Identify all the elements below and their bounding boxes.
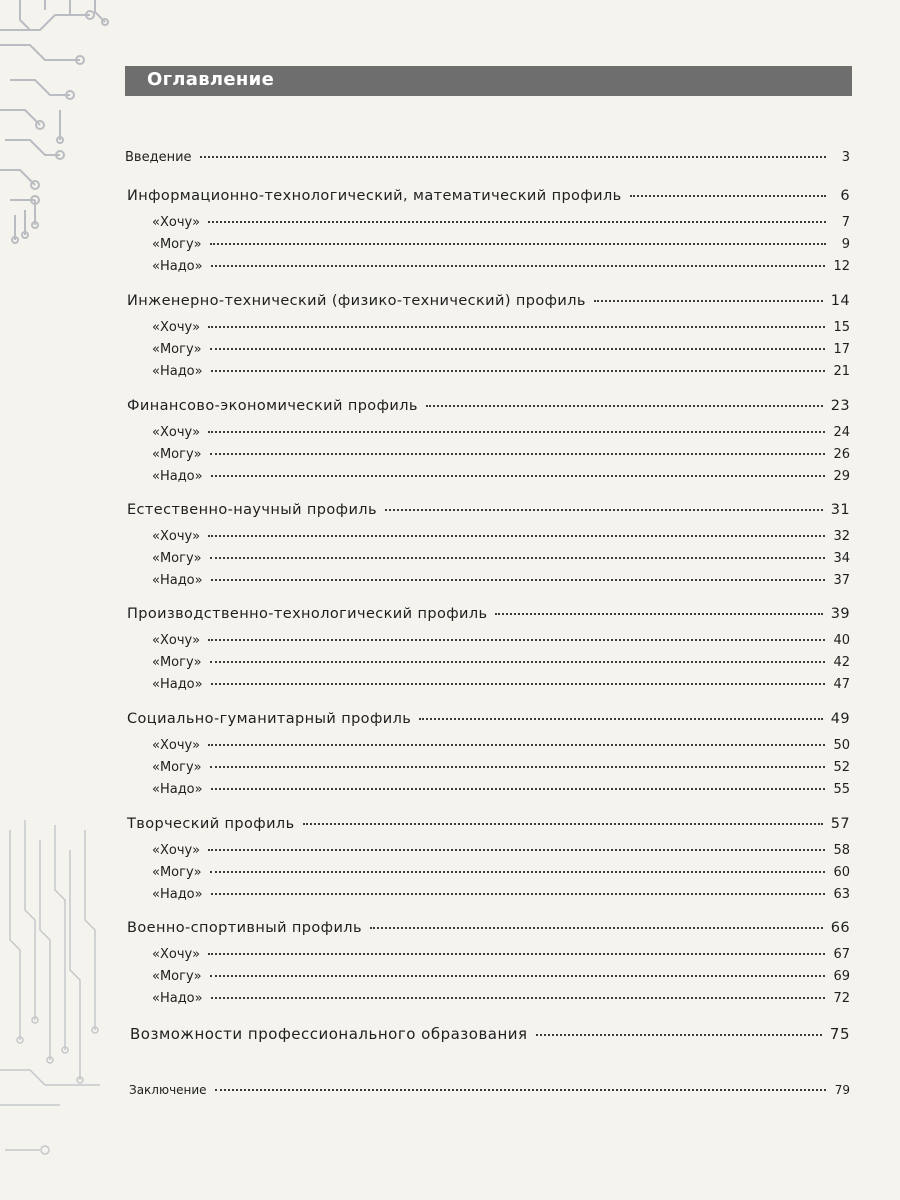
- dot-leader: [594, 299, 823, 302]
- toc-entry-title: «Хочу»: [152, 529, 201, 544]
- toc-entry[interactable]: [152, 573, 850, 588]
- toc-entry[interactable]: [152, 237, 850, 252]
- toc-entry-page: 52: [833, 760, 850, 775]
- toc-entry-page: 3: [841, 150, 850, 165]
- toc-entry-page: 21: [833, 364, 850, 379]
- toc-entry[interactable]: [127, 502, 850, 518]
- toc-entry[interactable]: [127, 398, 850, 414]
- dot-leader: [200, 155, 826, 158]
- toc-entry-title: «Могу»: [152, 760, 202, 775]
- toc-entry-title: «Надо»: [152, 782, 203, 797]
- toc-entry-title: «Хочу»: [152, 633, 201, 648]
- dot-leader: [211, 682, 826, 685]
- dot-leader: [215, 1088, 826, 1091]
- toc-entry-page: 60: [833, 865, 850, 880]
- toc-entry[interactable]: [127, 293, 850, 309]
- toc-entry-title: «Могу»: [152, 655, 202, 670]
- toc-entry-title: «Хочу»: [152, 320, 201, 335]
- toc-entry[interactable]: [152, 887, 850, 902]
- toc-entry[interactable]: [152, 677, 850, 692]
- toc-entry-title: «Хочу»: [152, 947, 201, 962]
- toc-entry[interactable]: [152, 738, 850, 753]
- dot-leader: [210, 660, 826, 663]
- toc-entry[interactable]: [152, 469, 850, 484]
- toc-entry-page: 69: [833, 969, 850, 984]
- toc-entry-title: Творческий профиль: [127, 816, 295, 832]
- toc-entry-page: 40: [833, 633, 850, 648]
- toc-heading: Оглавление: [147, 69, 275, 90]
- toc-entry[interactable]: [152, 259, 850, 274]
- toc-entry[interactable]: [152, 843, 850, 858]
- toc-entry[interactable]: [152, 320, 850, 335]
- toc-entry-title: «Надо»: [152, 259, 203, 274]
- dot-leader: [426, 404, 823, 407]
- toc-entry-page: 37: [833, 573, 850, 588]
- dot-leader: [536, 1033, 822, 1036]
- toc-entry-page: 34: [833, 551, 850, 566]
- toc-entry-title: Социально-гуманитарный профиль: [127, 711, 412, 727]
- toc-entry-page: 6: [840, 188, 850, 204]
- toc-entry-title: «Надо»: [152, 991, 203, 1006]
- toc-entry[interactable]: [152, 760, 850, 775]
- toc-entry-title: «Могу»: [152, 865, 202, 880]
- toc-entry-title: «Хочу»: [152, 843, 201, 858]
- toc-entry-title: «Могу»: [152, 447, 202, 462]
- dot-leader: [630, 194, 826, 197]
- dot-leader: [208, 952, 825, 955]
- toc-entry-title: «Надо»: [152, 677, 203, 692]
- toc-entry-title: «Надо»: [152, 573, 203, 588]
- toc-entry-page: 9: [841, 237, 850, 252]
- toc-entry-title: «Хочу»: [152, 425, 201, 440]
- circuit-decoration-bottom-icon: [0, 820, 110, 1180]
- toc-entry-page: 24: [833, 425, 850, 440]
- toc-entry[interactable]: [152, 551, 850, 566]
- toc-entry[interactable]: [152, 215, 850, 230]
- toc-entry-page: 72: [833, 991, 850, 1006]
- toc-entry-title: «Могу»: [152, 969, 202, 984]
- dot-leader: [210, 347, 826, 350]
- toc-entry-title: Инженерно-технический (физико-технический) профиль: [127, 293, 586, 309]
- toc-entry-page: 15: [833, 320, 850, 335]
- dot-leader: [210, 452, 826, 455]
- dot-leader: [211, 264, 826, 267]
- dot-leader: [208, 430, 825, 433]
- toc-entry-page: 58: [833, 843, 850, 858]
- toc-entry-title: Заключение: [129, 1083, 207, 1097]
- toc-entry-page: 42: [833, 655, 850, 670]
- toc-entry[interactable]: [127, 188, 850, 204]
- toc-entry[interactable]: [152, 947, 850, 962]
- toc-entry-title: Введение: [125, 150, 192, 165]
- toc-entry-page: 26: [833, 447, 850, 462]
- dot-leader: [208, 534, 825, 537]
- toc-entry[interactable]: [127, 711, 850, 727]
- toc-entry-title: Военно-спортивный профиль: [127, 920, 362, 936]
- toc-entry[interactable]: [152, 364, 850, 379]
- toc-entry-title: «Хочу»: [152, 738, 201, 753]
- dot-leader: [211, 892, 826, 895]
- toc-entry[interactable]: [152, 633, 850, 648]
- dot-leader: [208, 743, 825, 746]
- toc-entry-title: Естественно-научный профиль: [127, 502, 377, 518]
- toc-entry[interactable]: [130, 1025, 850, 1043]
- toc-entry-page: 29: [833, 469, 850, 484]
- toc-entry[interactable]: [127, 816, 850, 832]
- dot-leader: [210, 556, 826, 559]
- dot-leader: [419, 717, 823, 720]
- toc-entry-title: «Хочу»: [152, 215, 201, 230]
- dot-leader: [211, 996, 826, 999]
- toc-entry-page: 39: [830, 606, 850, 622]
- toc-entry[interactable]: [129, 1083, 850, 1097]
- dot-leader: [210, 765, 826, 768]
- dot-leader: [370, 926, 823, 929]
- dot-leader: [208, 325, 825, 328]
- toc-entry-title: Информационно-технологический, математический профиль: [127, 188, 622, 204]
- dot-leader: [211, 369, 826, 372]
- toc-entry[interactable]: [152, 782, 850, 797]
- dot-leader: [211, 787, 826, 790]
- toc-entry[interactable]: [125, 150, 850, 165]
- toc-entry-title: «Надо»: [152, 469, 203, 484]
- toc-entry-title: «Могу»: [152, 342, 202, 357]
- toc-entry[interactable]: [152, 991, 850, 1006]
- toc-entry[interactable]: [152, 529, 850, 544]
- dot-leader: [495, 612, 822, 615]
- toc-entry[interactable]: [152, 865, 850, 880]
- toc-entry-page: 49: [830, 711, 850, 727]
- dot-leader: [208, 220, 826, 223]
- toc-entry-page: 23: [830, 398, 850, 414]
- toc-entry-page: 17: [833, 342, 850, 357]
- toc-entry-page: 67: [833, 947, 850, 962]
- dot-leader: [303, 822, 823, 825]
- toc-entry[interactable]: [127, 606, 850, 622]
- toc-entry[interactable]: [152, 969, 850, 984]
- toc-entry-title: «Могу»: [152, 237, 202, 252]
- dot-leader: [385, 508, 823, 511]
- dot-leader: [210, 242, 826, 245]
- toc-entry-title: «Надо»: [152, 364, 203, 379]
- toc-entry-page: 66: [830, 920, 850, 936]
- circuit-decoration-top-icon: [0, 0, 110, 250]
- toc-entry-page: 47: [833, 677, 850, 692]
- toc-entry-page: 50: [833, 738, 850, 753]
- toc-entry-page: 31: [830, 502, 850, 518]
- toc-entry-page: 63: [833, 887, 850, 902]
- toc-entry-title: Финансово-экономический профиль: [127, 398, 418, 414]
- toc-entry-title: Возможности профессионального образования: [130, 1025, 528, 1043]
- dot-leader: [211, 474, 826, 477]
- dot-leader: [210, 870, 826, 873]
- toc-entry[interactable]: [127, 920, 850, 936]
- toc-entry-page: 7: [841, 215, 850, 230]
- toc-entry-page: 32: [833, 529, 850, 544]
- toc-entry[interactable]: [152, 425, 850, 440]
- toc-entry-page: 12: [833, 259, 850, 274]
- toc-entry[interactable]: [152, 342, 850, 357]
- dot-leader: [208, 638, 825, 641]
- toc-entry-page: 55: [833, 782, 850, 797]
- toc-entry-title: «Могу»: [152, 551, 202, 566]
- toc-entry-page: 75: [829, 1025, 850, 1043]
- dot-leader: [211, 578, 826, 581]
- toc-entry[interactable]: [152, 447, 850, 462]
- dot-leader: [210, 974, 826, 977]
- toc-entry-title: Производственно-технологический профиль: [127, 606, 488, 622]
- toc-entry[interactable]: [152, 655, 850, 670]
- toc-entry-page: 57: [830, 816, 850, 832]
- toc-heading-bar: [125, 66, 852, 96]
- toc-entry-page: 79: [834, 1083, 850, 1097]
- dot-leader: [208, 848, 825, 851]
- toc-entry-title: «Надо»: [152, 887, 203, 902]
- toc-entry-page: 14: [830, 293, 850, 309]
